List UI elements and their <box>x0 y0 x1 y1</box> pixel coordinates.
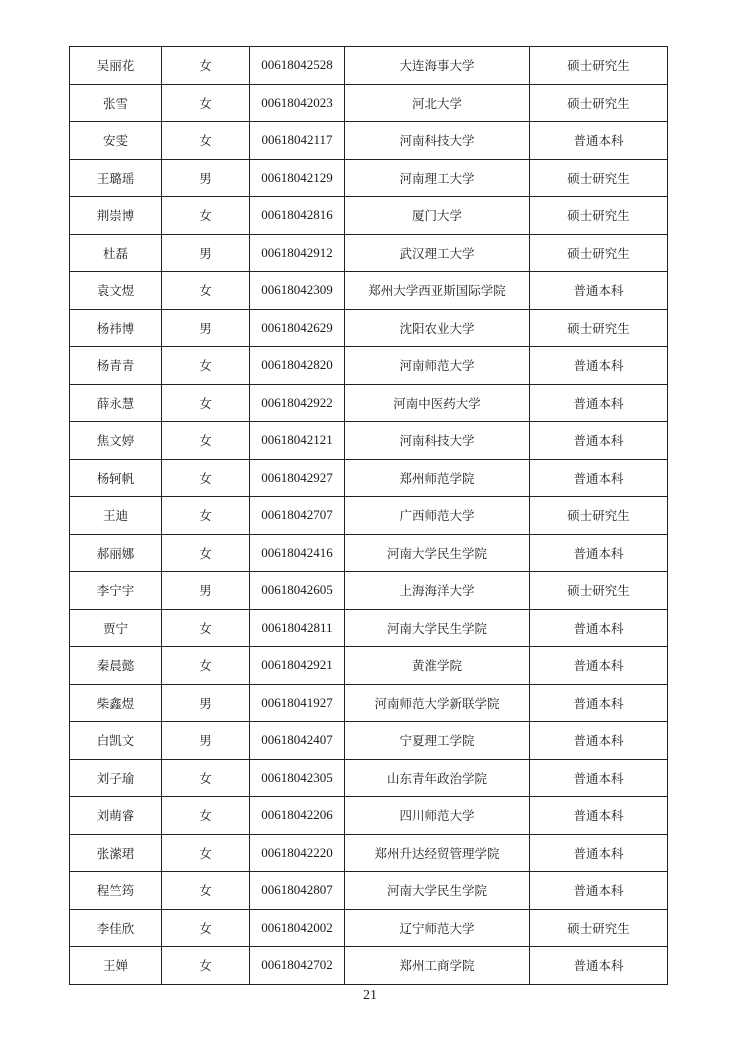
cell-exam-id: 00618042702 <box>250 947 345 985</box>
table-row <box>70 722 668 760</box>
cell-name: 秦晨懿 <box>70 647 162 685</box>
cell-gender: 女 <box>162 909 250 947</box>
cell-education: 普通本科 <box>530 272 668 310</box>
table-row <box>70 197 668 235</box>
table-row <box>70 384 668 422</box>
cell-exam-id: 00618042121 <box>250 422 345 460</box>
cell-exam-id: 00618042528 <box>250 47 345 85</box>
table-row <box>70 497 668 535</box>
table-row <box>70 834 668 872</box>
cell-exam-id: 00618042023 <box>250 84 345 122</box>
cell-gender: 女 <box>162 497 250 535</box>
cell-education: 硕士研究生 <box>530 497 668 535</box>
cell-name: 李佳欣 <box>70 909 162 947</box>
cell-gender: 女 <box>162 422 250 460</box>
cell-name: 王迪 <box>70 497 162 535</box>
cell-exam-id: 00618042922 <box>250 384 345 422</box>
cell-name: 白凯文 <box>70 722 162 760</box>
cell-exam-id: 00618042206 <box>250 797 345 835</box>
cell-school: 河南师范大学新联学院 <box>345 684 530 722</box>
cell-gender: 女 <box>162 347 250 385</box>
cell-school: 河南中医药大学 <box>345 384 530 422</box>
cell-school: 郑州师范学院 <box>345 459 530 497</box>
table-row <box>70 759 668 797</box>
cell-school: 郑州升达经贸管理学院 <box>345 834 530 872</box>
cell-exam-id: 00618042129 <box>250 159 345 197</box>
cell-education: 硕士研究生 <box>530 909 668 947</box>
cell-gender: 女 <box>162 759 250 797</box>
cell-school: 山东青年政治学院 <box>345 759 530 797</box>
table-row <box>70 797 668 835</box>
cell-exam-id: 00618042820 <box>250 347 345 385</box>
cell-gender: 男 <box>162 722 250 760</box>
cell-gender: 女 <box>162 834 250 872</box>
table-row <box>70 609 668 647</box>
cell-gender: 男 <box>162 309 250 347</box>
cell-education: 硕士研究生 <box>530 309 668 347</box>
cell-gender: 女 <box>162 197 250 235</box>
cell-name: 贾宁 <box>70 609 162 647</box>
cell-gender: 女 <box>162 647 250 685</box>
cell-gender: 女 <box>162 534 250 572</box>
cell-education: 普通本科 <box>530 872 668 910</box>
cell-school: 河南科技大学 <box>345 422 530 460</box>
cell-exam-id: 00618042220 <box>250 834 345 872</box>
cell-education: 普通本科 <box>530 759 668 797</box>
cell-gender: 男 <box>162 234 250 272</box>
cell-name: 焦文婷 <box>70 422 162 460</box>
cell-exam-id: 00618042807 <box>250 872 345 910</box>
cell-school: 河南大学民生学院 <box>345 872 530 910</box>
cell-education: 普通本科 <box>530 684 668 722</box>
roster-table-body <box>70 47 668 985</box>
cell-gender: 女 <box>162 947 250 985</box>
table-row <box>70 422 668 460</box>
cell-education: 普通本科 <box>530 947 668 985</box>
cell-name: 杜磊 <box>70 234 162 272</box>
table-row <box>70 534 668 572</box>
table-row <box>70 872 668 910</box>
cell-name: 张潆珺 <box>70 834 162 872</box>
cell-school: 郑州大学西亚斯国际学院 <box>345 272 530 310</box>
cell-education: 普通本科 <box>530 534 668 572</box>
table-row <box>70 309 668 347</box>
cell-exam-id: 00618042407 <box>250 722 345 760</box>
cell-education: 硕士研究生 <box>530 159 668 197</box>
cell-name: 杨轲帆 <box>70 459 162 497</box>
cell-name: 刘子瑜 <box>70 759 162 797</box>
cell-school: 宁夏理工学院 <box>345 722 530 760</box>
cell-exam-id: 00618042707 <box>250 497 345 535</box>
cell-exam-id: 00618042305 <box>250 759 345 797</box>
cell-exam-id: 00618042309 <box>250 272 345 310</box>
cell-education: 硕士研究生 <box>530 84 668 122</box>
table-row <box>70 572 668 610</box>
table-row <box>70 347 668 385</box>
cell-name: 王璐瑶 <box>70 159 162 197</box>
cell-name: 程竺筠 <box>70 872 162 910</box>
cell-exam-id: 00618042811 <box>250 609 345 647</box>
cell-education: 硕士研究生 <box>530 234 668 272</box>
cell-name: 柴鑫煜 <box>70 684 162 722</box>
cell-gender: 女 <box>162 872 250 910</box>
cell-education: 硕士研究生 <box>530 47 668 85</box>
cell-education: 硕士研究生 <box>530 572 668 610</box>
cell-school: 河南师范大学 <box>345 347 530 385</box>
cell-school: 武汉理工大学 <box>345 234 530 272</box>
cell-name: 杨青青 <box>70 347 162 385</box>
cell-name: 薛永慧 <box>70 384 162 422</box>
cell-school: 黄淮学院 <box>345 647 530 685</box>
cell-education: 普通本科 <box>530 797 668 835</box>
cell-name: 荆崇博 <box>70 197 162 235</box>
cell-school: 郑州工商学院 <box>345 947 530 985</box>
cell-education: 普通本科 <box>530 459 668 497</box>
cell-gender: 女 <box>162 272 250 310</box>
table-row <box>70 909 668 947</box>
cell-school: 大连海事大学 <box>345 47 530 85</box>
cell-name: 吴丽花 <box>70 47 162 85</box>
cell-name: 张雪 <box>70 84 162 122</box>
cell-school: 厦门大学 <box>345 197 530 235</box>
cell-exam-id: 00618042117 <box>250 122 345 160</box>
table-row <box>70 159 668 197</box>
cell-education: 普通本科 <box>530 834 668 872</box>
cell-exam-id: 00618042816 <box>250 197 345 235</box>
cell-school: 河北大学 <box>345 84 530 122</box>
cell-name: 李宁宇 <box>70 572 162 610</box>
cell-education: 普通本科 <box>530 122 668 160</box>
table-row <box>70 84 668 122</box>
cell-gender: 女 <box>162 384 250 422</box>
cell-gender: 女 <box>162 459 250 497</box>
table-row <box>70 272 668 310</box>
cell-gender: 男 <box>162 159 250 197</box>
cell-gender: 女 <box>162 609 250 647</box>
table-row <box>70 684 668 722</box>
cell-name: 袁文煜 <box>70 272 162 310</box>
cell-gender: 女 <box>162 122 250 160</box>
cell-exam-id: 00618042912 <box>250 234 345 272</box>
table-row <box>70 647 668 685</box>
table-row <box>70 47 668 85</box>
cell-school: 河南理工大学 <box>345 159 530 197</box>
table-row <box>70 947 668 985</box>
cell-school: 四川师范大学 <box>345 797 530 835</box>
cell-education: 普通本科 <box>530 384 668 422</box>
cell-education: 普通本科 <box>530 722 668 760</box>
cell-name: 郝丽娜 <box>70 534 162 572</box>
cell-school: 河南科技大学 <box>345 122 530 160</box>
cell-school: 广西师范大学 <box>345 497 530 535</box>
cell-exam-id: 00618041927 <box>250 684 345 722</box>
cell-school: 沈阳农业大学 <box>345 309 530 347</box>
cell-education: 普通本科 <box>530 647 668 685</box>
cell-name: 王婵 <box>70 947 162 985</box>
cell-name: 刘萌睿 <box>70 797 162 835</box>
cell-education: 普通本科 <box>530 609 668 647</box>
cell-exam-id: 00618042921 <box>250 647 345 685</box>
cell-exam-id: 00618042927 <box>250 459 345 497</box>
cell-school: 辽宁师范大学 <box>345 909 530 947</box>
cell-education: 普通本科 <box>530 347 668 385</box>
cell-name: 杨祎博 <box>70 309 162 347</box>
cell-school: 上海海洋大学 <box>345 572 530 610</box>
cell-exam-id: 00618042416 <box>250 534 345 572</box>
cell-name: 安雯 <box>70 122 162 160</box>
cell-education: 普通本科 <box>530 422 668 460</box>
cell-exam-id: 00618042002 <box>250 909 345 947</box>
roster-table <box>69 46 668 985</box>
cell-gender: 女 <box>162 797 250 835</box>
table-row <box>70 122 668 160</box>
table-row <box>70 459 668 497</box>
cell-gender: 女 <box>162 84 250 122</box>
page-number: 21 <box>363 988 377 1003</box>
cell-education: 硕士研究生 <box>530 197 668 235</box>
cell-school: 河南大学民生学院 <box>345 609 530 647</box>
cell-exam-id: 00618042605 <box>250 572 345 610</box>
cell-gender: 男 <box>162 572 250 610</box>
table-row <box>70 234 668 272</box>
cell-gender: 女 <box>162 47 250 85</box>
cell-exam-id: 00618042629 <box>250 309 345 347</box>
cell-gender: 男 <box>162 684 250 722</box>
cell-school: 河南大学民生学院 <box>345 534 530 572</box>
